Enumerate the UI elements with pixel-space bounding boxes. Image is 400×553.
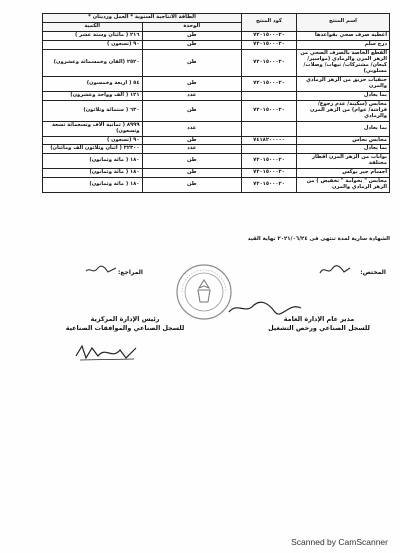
examiner-signature-icon [318, 263, 352, 277]
general-manager-line2: للسجل الصناعي ورخص التشغيل [268, 324, 370, 333]
quantity-cell: ٢١٦ ( مائتان وستة عشر ) [43, 31, 143, 40]
unit-cell: طن [142, 154, 242, 169]
product-code-cell: ٧٢٠١٥٠٠٠٢٠ [242, 76, 297, 91]
table-row [43, 49, 390, 76]
unit-cell: طن [142, 169, 242, 178]
unit-cell: عدد [142, 145, 242, 154]
product-code-cell: ٧٢٠١٥٠٠٠٢٠ [242, 100, 297, 121]
header-unit: الوحدة [142, 22, 242, 31]
table-row [43, 154, 390, 169]
product-name-cell: محابس نحاس [297, 136, 390, 145]
product-code-cell: ٧٢٠١٥٠٠٠٢٠ [242, 40, 297, 49]
product-name-cell: اجسام جير بوكس [297, 169, 390, 178]
header-product-name: اسم المنتج [297, 14, 390, 32]
unit-cell: عدد [142, 91, 242, 100]
table-row [43, 145, 390, 154]
quantity-cell: ١٢١ ( الف وواحد وعشرون) [43, 91, 143, 100]
quantity-cell: ٦٣٠ ( ستمائة وثلاثون) [43, 100, 143, 121]
quantity-cell: ٣٢٣٠٠ ( اثنان وثلاثون الف ومائتان) [43, 145, 143, 154]
table-row [43, 100, 390, 121]
central-head-signature-icon [72, 340, 142, 364]
product-name-cell: درج سلم [297, 40, 390, 49]
table-row [43, 91, 390, 100]
central-head-line1: رئيس الإدارة المركزية [90, 315, 160, 323]
product-code-cell [242, 91, 297, 100]
product-code-cell: ٧٢٠١٥٠٠٠٢٠ [242, 31, 297, 40]
product-name-cell: القطع الخاصة بالصرف الصحي من الزهر المرن والرمادي (مواسير/ كيعان/ مشتركات/ تيهات/ وصلات/ مسلوبي) [297, 49, 390, 76]
header-annual-capacity: الطاقة الانتاجية السنوية * العمل وردیتان * [43, 14, 242, 23]
table-row [43, 121, 390, 136]
product-name-cell: بما يعادل [297, 121, 390, 136]
unit-cell: طن [142, 49, 242, 76]
product-code-cell [242, 145, 297, 154]
product-name-cell: بوابات من الزهر المرن اقطار مختلفة [297, 154, 390, 169]
unit-cell: طن [142, 178, 242, 193]
quantity-cell: ٢٥٢٠ (الفان وخمسمائة وعشرون) [43, 49, 143, 76]
table-row [43, 76, 390, 91]
unit-cell: عدد [142, 121, 242, 136]
unit-cell: طن [142, 136, 242, 145]
product-name-cell: حنفيات حريق من الزهر الرمادي والمرن [297, 76, 390, 91]
production-capacity-table [42, 13, 390, 193]
reviewer-label: المراجع: [118, 269, 143, 276]
quantity-cell: ١٨٠ ( مائة وثمانون) [43, 169, 143, 178]
unit-cell: طن [142, 100, 242, 121]
certificate-validity-note: الشهادة سارية لمدة تنتهى فى ٢٠٢١/٠٦/٢٤ نهاية القيد [247, 236, 390, 242]
header-quantity: الكمية [43, 22, 143, 31]
product-name-cell: محابس " بحوامة " تخفيض ) من الزهر الرمادي والمرن [297, 178, 390, 193]
header-product-code: كود المنتج [242, 14, 297, 32]
general-manager-signature-icon [225, 298, 305, 318]
quantity-cell: ٨٩٩٩ ( ثمانية الاف وتسعمائة تسعة وتسعون) [43, 121, 143, 136]
examiner-label: المختص: [360, 269, 386, 276]
product-code-cell: ٧٤١٨٢٠٠٠٠٠ [242, 136, 297, 145]
table-row [43, 31, 390, 40]
product-code-cell: ٧٢٠١٥٠٠٠٢٠ [242, 154, 297, 169]
table-row [43, 178, 390, 193]
product-code-cell: ٧٢٠١٥٠٠٠٢٠ [242, 169, 297, 178]
product-name-cell: محابس (سكينة/ عدم رجوع/ فراشة/ عوام) من الزهر المرن والرمادي [297, 100, 390, 121]
product-name-cell: بما يعادل [297, 91, 390, 100]
product-name-cell: بما يعادل [297, 145, 390, 154]
quantity-cell: ١٨٠ ( مائة وثمانون) [43, 178, 143, 193]
product-code-cell: ٧٢٠١٥٠٠٠٢٠ [242, 49, 297, 76]
product-code-cell [242, 121, 297, 136]
table-row [43, 136, 390, 145]
central-head-title [50, 315, 200, 334]
camscanner-watermark: Scanned by CamScanner [291, 537, 388, 547]
central-head-line2: للسجل الصناعي والموافقات الصناعية [65, 324, 185, 333]
general-manager-line1: مدير عام الإدارة العامة [283, 315, 355, 323]
unit-cell: طن [142, 40, 242, 49]
table-row [43, 169, 390, 178]
table-header-row [43, 14, 390, 23]
quantity-cell: ٩٠ (تسعون ) [43, 136, 143, 145]
unit-cell: طن [142, 76, 242, 91]
product-code-cell: ٧٢٠١٥٠٠٠٢٠ [242, 178, 297, 193]
reviewer-signature-icon [84, 264, 118, 276]
table-row [43, 40, 390, 49]
unit-cell: طن [142, 31, 242, 40]
quantity-cell: ٥٤ ( اربعة وخمسون) [43, 76, 143, 91]
quantity-cell: ١٨٠ ( مائة وثمانون) [43, 154, 143, 169]
quantity-cell: ٩٠ (تسعون ) [43, 40, 143, 49]
product-name-cell: اغطية صرف صحي بقواعدها [297, 31, 390, 40]
